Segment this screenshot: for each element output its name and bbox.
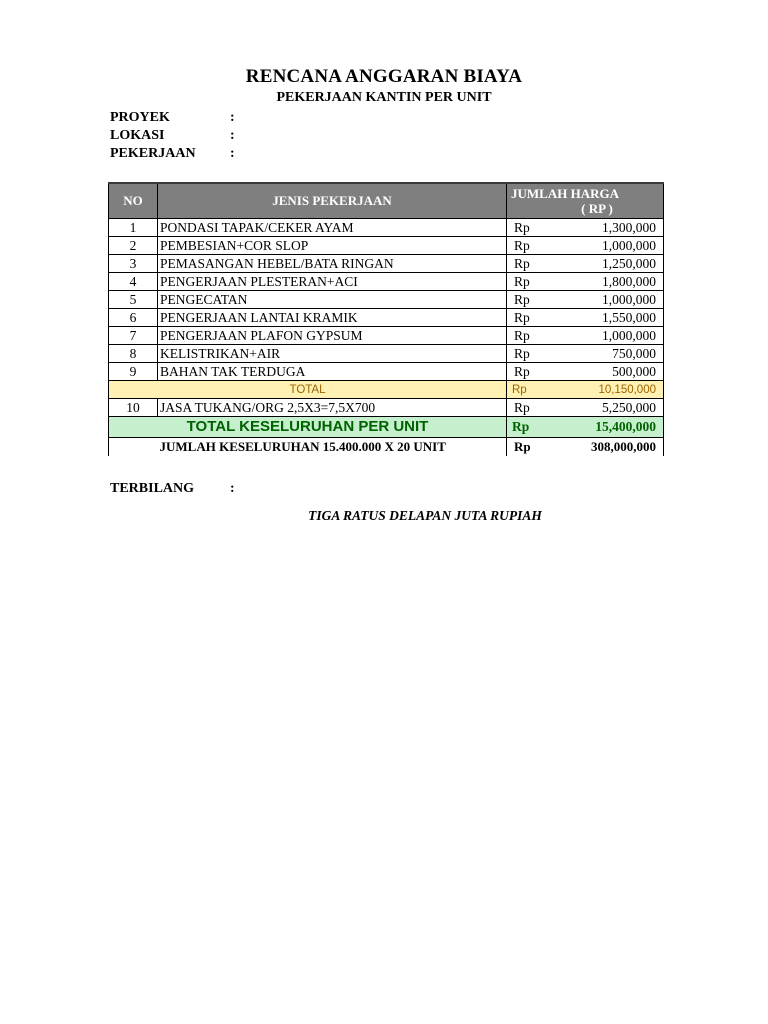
row-currency: Rp [514, 273, 530, 289]
labor-row [109, 399, 664, 417]
header-job: JENIS PEKERJAAN [158, 183, 507, 219]
row-amount: 5,250,000 [602, 399, 656, 415]
row-no: 6 [109, 309, 158, 327]
field-separator: : [230, 110, 235, 125]
row-amount: 1,250,000 [602, 255, 656, 271]
row-no: 10 [109, 399, 158, 417]
row-job: KELISTRIKAN+AIR [158, 345, 507, 363]
subtotal-currency: Rp [512, 383, 527, 396]
field-label: PEKERJAAN [110, 146, 196, 161]
row-job: PENGECATAN [158, 291, 507, 309]
row-amount: 1,550,000 [602, 309, 656, 325]
row-price [507, 309, 664, 327]
terbilang-field [110, 481, 235, 497]
header-no: NO [109, 183, 158, 219]
field-label: PROYEK [110, 110, 170, 125]
row-price [507, 237, 664, 255]
row-amount: 1,800,000 [602, 273, 656, 289]
row-price [507, 399, 664, 417]
document-title: RENCANA ANGGARAN BIAYA [245, 66, 523, 87]
row-no: 3 [109, 255, 158, 273]
overall-sum-amount: 308,000,000 [591, 439, 656, 454]
row-price [507, 273, 664, 291]
row-job: PEMASANGAN HEBEL/BATA RINGAN [158, 255, 507, 273]
grand-total-label: TOTAL KESELURUHAN PER UNIT [109, 417, 507, 438]
field-proyek [110, 110, 235, 126]
row-no: 4 [109, 273, 158, 291]
row-price [507, 255, 664, 273]
row-amount: 1,300,000 [602, 219, 656, 235]
table-row [109, 291, 664, 309]
row-job: PONDASI TAPAK/CEKER AYAM [158, 219, 507, 237]
row-no: 1 [109, 219, 158, 237]
row-price [507, 327, 664, 345]
overall-sum-currency: Rp [514, 439, 531, 454]
table-row [109, 309, 664, 327]
field-label: LOKASI [110, 128, 165, 143]
row-job: PENGERJAAN LANTAI KRAMIK [158, 309, 507, 327]
overall-sum-label: JUMLAH KESELURUHAN 15.400.000 X 20 UNIT [158, 438, 507, 457]
row-currency: Rp [514, 219, 530, 235]
row-currency: Rp [514, 363, 530, 379]
table-row [109, 363, 664, 381]
header-price-line1: JUMLAH HARGA [511, 186, 619, 201]
document-subtitle: PEKERJAAN KANTIN PER UNIT [276, 90, 492, 105]
row-price [507, 219, 664, 237]
row-currency: Rp [514, 255, 530, 271]
grand-total-price [507, 417, 664, 438]
subtotal-amount: 10,150,000 [598, 383, 656, 396]
table-row [109, 219, 664, 237]
row-price [507, 345, 664, 363]
row-job: PEMBESIAN+COR SLOP [158, 237, 507, 255]
row-currency: Rp [514, 309, 530, 325]
grand-total-currency: Rp [512, 419, 530, 434]
row-currency: Rp [514, 327, 530, 343]
row-no: 5 [109, 291, 158, 309]
row-amount: 1,000,000 [602, 237, 656, 253]
table-row [109, 327, 664, 345]
row-price [507, 363, 664, 381]
overall-sum-price [507, 438, 664, 457]
field-lokasi [110, 128, 235, 144]
terbilang-label: TERBILANG [110, 481, 195, 496]
grand-total-amount: 15,400,000 [595, 419, 656, 434]
overall-sum-blank [109, 438, 158, 457]
row-currency: Rp [514, 345, 530, 361]
row-amount: 1,000,000 [602, 327, 656, 343]
row-amount: 750,000 [612, 345, 656, 361]
table-row [109, 255, 664, 273]
row-currency: Rp [514, 237, 530, 253]
row-no: 9 [109, 363, 158, 381]
overall-sum-row [109, 438, 664, 457]
field-pekerjaan [110, 146, 235, 162]
subtotal-label: TOTAL [109, 381, 507, 399]
row-job: PENGERJAAN PLESTERAN+ACI [158, 273, 507, 291]
header-price-line2: ( RP ) [581, 201, 613, 216]
table-row [109, 345, 664, 363]
row-price [507, 291, 664, 309]
row-job: JASA TUKANG/ORG 2,5X3=7,5X700 [158, 399, 507, 417]
row-no: 8 [109, 345, 158, 363]
amount-in-words: TIGA RATUS DELAPAN JUTA RUPIAH [308, 508, 542, 523]
grand-total-row [109, 417, 664, 438]
row-job: BAHAN TAK TERDUGA [158, 363, 507, 381]
budget-table [108, 182, 664, 456]
row-currency: Rp [514, 399, 530, 415]
row-job: PENGERJAAN PLAFON GYPSUM [158, 327, 507, 345]
row-amount: 1,000,000 [602, 291, 656, 307]
field-separator: : [230, 146, 235, 161]
row-amount: 500,000 [612, 363, 656, 379]
table-row [109, 273, 664, 291]
row-no: 7 [109, 327, 158, 345]
row-no: 2 [109, 237, 158, 255]
field-separator: : [230, 128, 235, 143]
table-header-row [109, 183, 664, 219]
table-row [109, 237, 664, 255]
subtotal-row [109, 381, 664, 399]
header-price [507, 183, 664, 219]
terbilang-separator: : [230, 481, 235, 496]
row-currency: Rp [514, 291, 530, 307]
subtotal-price [507, 381, 664, 399]
